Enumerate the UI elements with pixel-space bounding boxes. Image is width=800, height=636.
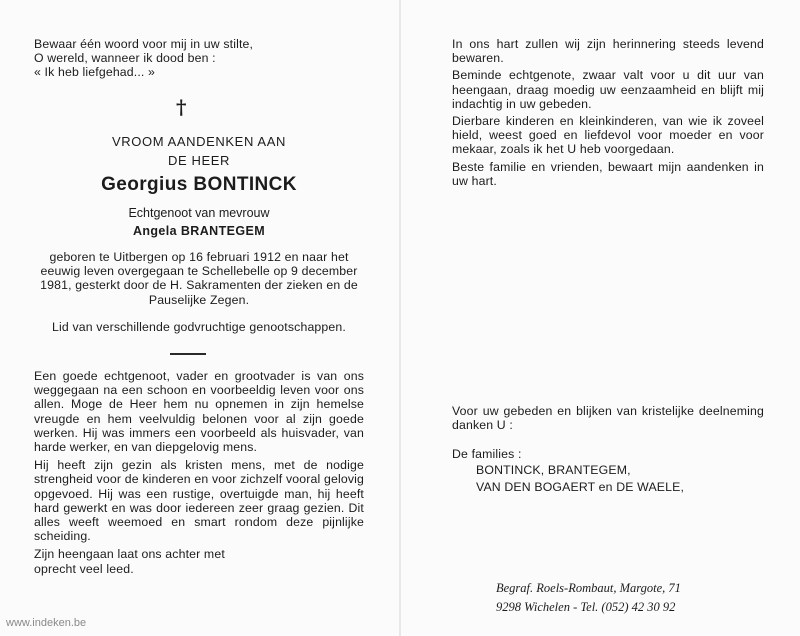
biography-paragraph-3: Zijn heengaan laat ons achter met oprecht veel leed. [34, 547, 225, 576]
cross-icon: † [176, 95, 187, 119]
verse-line-2: O wereld, wanneer ik dood ben : [34, 51, 216, 66]
verse-line-3: « Ik heb liefgehad... » [34, 65, 156, 80]
membership-text [34, 320, 364, 334]
memorial-line-1: VROOM AANDENKEN AAN [112, 134, 286, 149]
printer-line-2: 9298 Wichelen - Tel. (052) 42 30 92 [496, 600, 676, 614]
thanks: Voor uw gebeden en blijken van kristelijke deelneming danken U : [452, 404, 764, 433]
memorial-line-2: DE HEER [168, 153, 230, 168]
printer-info [496, 579, 776, 617]
biography [34, 369, 364, 576]
thanks-text [452, 404, 764, 432]
farewell-paragraph-3: Dierbare kinderen en kleinkinderen, van wie ik zoveel hield, weest goed en liefdevol voor moeder en voor mekaar, zoals ik het U heb voorgedaan. [452, 114, 764, 157]
birth-death-text [34, 250, 364, 307]
right-page [400, 0, 800, 636]
families-line-1: BONTINCK, BRANTEGEM, [476, 463, 631, 478]
families-line-2: VAN DEN BOGAERT en DE WAELE, [476, 480, 685, 495]
spouse-name: Angela BRANTEGEM [132, 224, 266, 238]
farewell-text [452, 37, 764, 188]
families [452, 447, 764, 495]
verse-line-1: Bewaar één woord voor mij in uw stilte, [34, 37, 254, 51]
membership: Lid van verschillende godvruchtige genootschappen. [52, 320, 346, 334]
farewell-paragraph-2: Beminde echtgenote, zwaar valt voor u dit uur van heengaan, draag moedig uw eenzaamheid en blijft mij indachtig in uw gebeden. [452, 68, 764, 111]
verse [34, 37, 354, 80]
farewell-paragraph-1: In ons hart zullen wij zijn herinnering steeds levend bewaren. [452, 37, 764, 66]
divider [170, 353, 206, 355]
printer-line-1: Begraf. Roels-Rombaut, Margote, 71 [496, 581, 681, 595]
birth-death: geboren te Uitbergen op 16 februari 1912 en naar het eeuwig leven overgegaan te Schellebelle op 9 december 1981, gesterkt door de H. Sakramenten der zieken en de Pauselijke Zegen. [40, 250, 358, 307]
farewell-paragraph-4: Beste familie en vrienden, bewaart mijn aandenken in uw hart. [452, 159, 764, 188]
biography-paragraph-1: Een goede echtgenoot, vader en grootvader is van ons weggegaan na een schoon en voorbeeldig leven voor ons allen. Moge de Heer hem nu opnemen in zijn hemelse vreugde en hem veelvuldig belonen voor al zijn goede werken. Hij was immers een voorbeeld als huisvader, van harde werker, en van diepgelovig mens. [34, 369, 364, 455]
spouse-intro: Echtgenoot van mevrouw [128, 206, 270, 220]
biography-paragraph-2: Hij heeft zijn gezin als kristen mens, met de nodige strengheid voor de kinderen en voor zichzelf vooral gelovig opgevoed. Hij was een rustige, overtuigde man, hij heeft hard gewerkt en was door iedereen zeer graag gezien. Dit alles weeft weemoed en smart rondom deze pijnlijke scheiding. [34, 458, 364, 544]
families-label: De families : [452, 447, 522, 461]
deceased-name: Georgius BONTINCK [101, 174, 297, 195]
watermark: www.indeken.be [6, 617, 87, 629]
